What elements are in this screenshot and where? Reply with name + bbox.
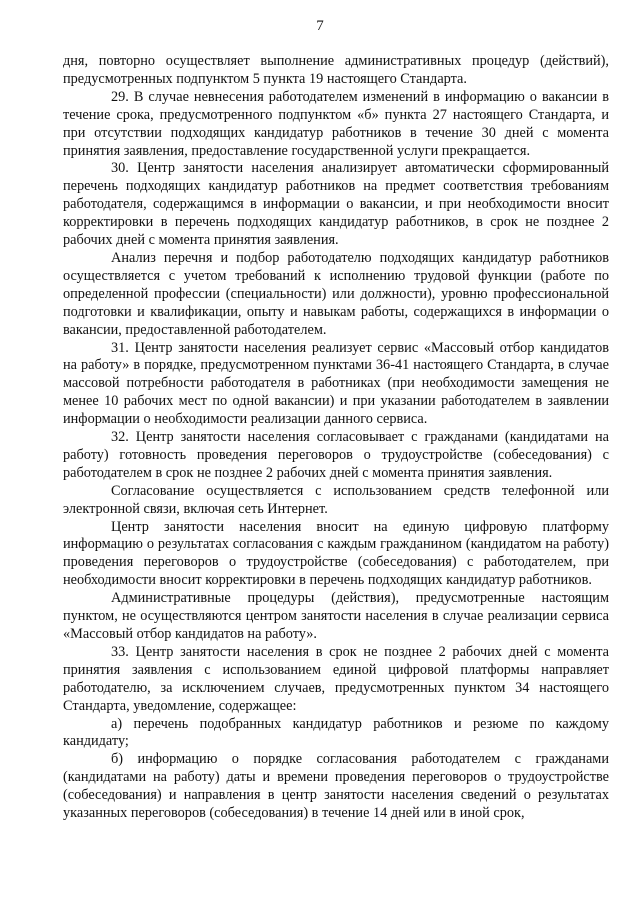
paragraph: дня, повторно осуществляет выполнение административных процедур (действий), предусмотренных подпунктом 5 пункта 19 настоящего Стандарта. bbox=[63, 53, 609, 87]
paragraph: 30. Центр занятости населения анализирует автоматически сформированный перечень подходящих кандидатур работников на предмет соответствия требованиям работодателя, содержащимся в информации о вакансии, и при необходимости вносит корректировки в перечень подходящих кандидатур работников, в срок не позднее 2 рабочих дней с момента принятия заявления. bbox=[63, 160, 609, 249]
page-number: 7 bbox=[316, 18, 324, 34]
paragraph: Административные процедуры (действия), предусмотренные настоящим пунктом, не осуществляются центром занятости населения в случае реализации сервиса «Массовый отбор кандидатов на работу». bbox=[63, 590, 609, 642]
paragraph: 32. Центр занятости населения согласовывает с гражданами (кандидатами на работу) готовность проведения переговоров о трудоустройстве (собеседования) с работодателем в срок не позднее 2 рабочих дней с момента принятия заявления. bbox=[63, 429, 609, 481]
paragraph: Центр занятости населения вносит на единую цифровую платформу информацию о результатах согласования с каждым гражданином (кандидатом на работу) проведения переговоров о трудоустройстве (собеседования) с работодателем, при необходимости вносит корректировки в перечень подходящих кандидатур работников. bbox=[63, 518, 609, 589]
document-body bbox=[63, 53, 609, 823]
paragraph: Анализ перечня и подбор работодателю подходящих кандидатур работников осуществляется с учетом требований к исполнению трудовой функции (работе по определенной профессии (специальности) или должности), уровню профессиональной подготовки и квалификации, опыту и навыкам работы, содержащихся в информации о вакансии, предоставленной работодателем. bbox=[63, 249, 609, 338]
paragraph: 33. Центр занятости населения в срок не позднее 2 рабочих дней с момента принятия заявления с использованием единой цифровой платформы направляет работодателю, за исключением случаев, предусмотренных пунктом 34 настоящего Стандарта, уведомление, содержащее: bbox=[63, 643, 609, 714]
paragraph: б) информацию о порядке согласования работодателем с гражданами (кандидатами на работу) даты и времени проведения переговоров о трудоустройстве (собеседования) и направления в центр занятости населения сведений о результатах указанных переговоров (собеседования) в течение 14 дней или в иной срок, bbox=[63, 751, 609, 822]
paragraph: а) перечень подобранных кандидатур работников и резюме по каждому кандидату; bbox=[63, 715, 609, 750]
paragraph: 31. Центр занятости населения реализует сервис «Массовый отбор кандидатов на работу» в порядке, предусмотренном пунктами 36-41 настоящего Стандарта, в случае массовой потребности работодателя в работниках (при необходимости замещения не менее 10 рабочих мест по одной вакансии) и при указании работодателем в заявлении информации о необходимости реализации данного сервиса. bbox=[63, 339, 609, 428]
paragraph: Согласование осуществляется с использованием средств телефонной или электронной связи, включая сеть Интернет. bbox=[63, 482, 609, 517]
paragraph: 29. В случае невнесения работодателем изменений в информацию о вакансии в течение срока, предусмотренного подпунктом «б» пункта 27 настоящего Стандарта, и при отсутствии подходящих кандидатур работников в течение 30 дней с момента принятия заявления, предоставление государственной услуги прекращается. bbox=[63, 88, 609, 159]
